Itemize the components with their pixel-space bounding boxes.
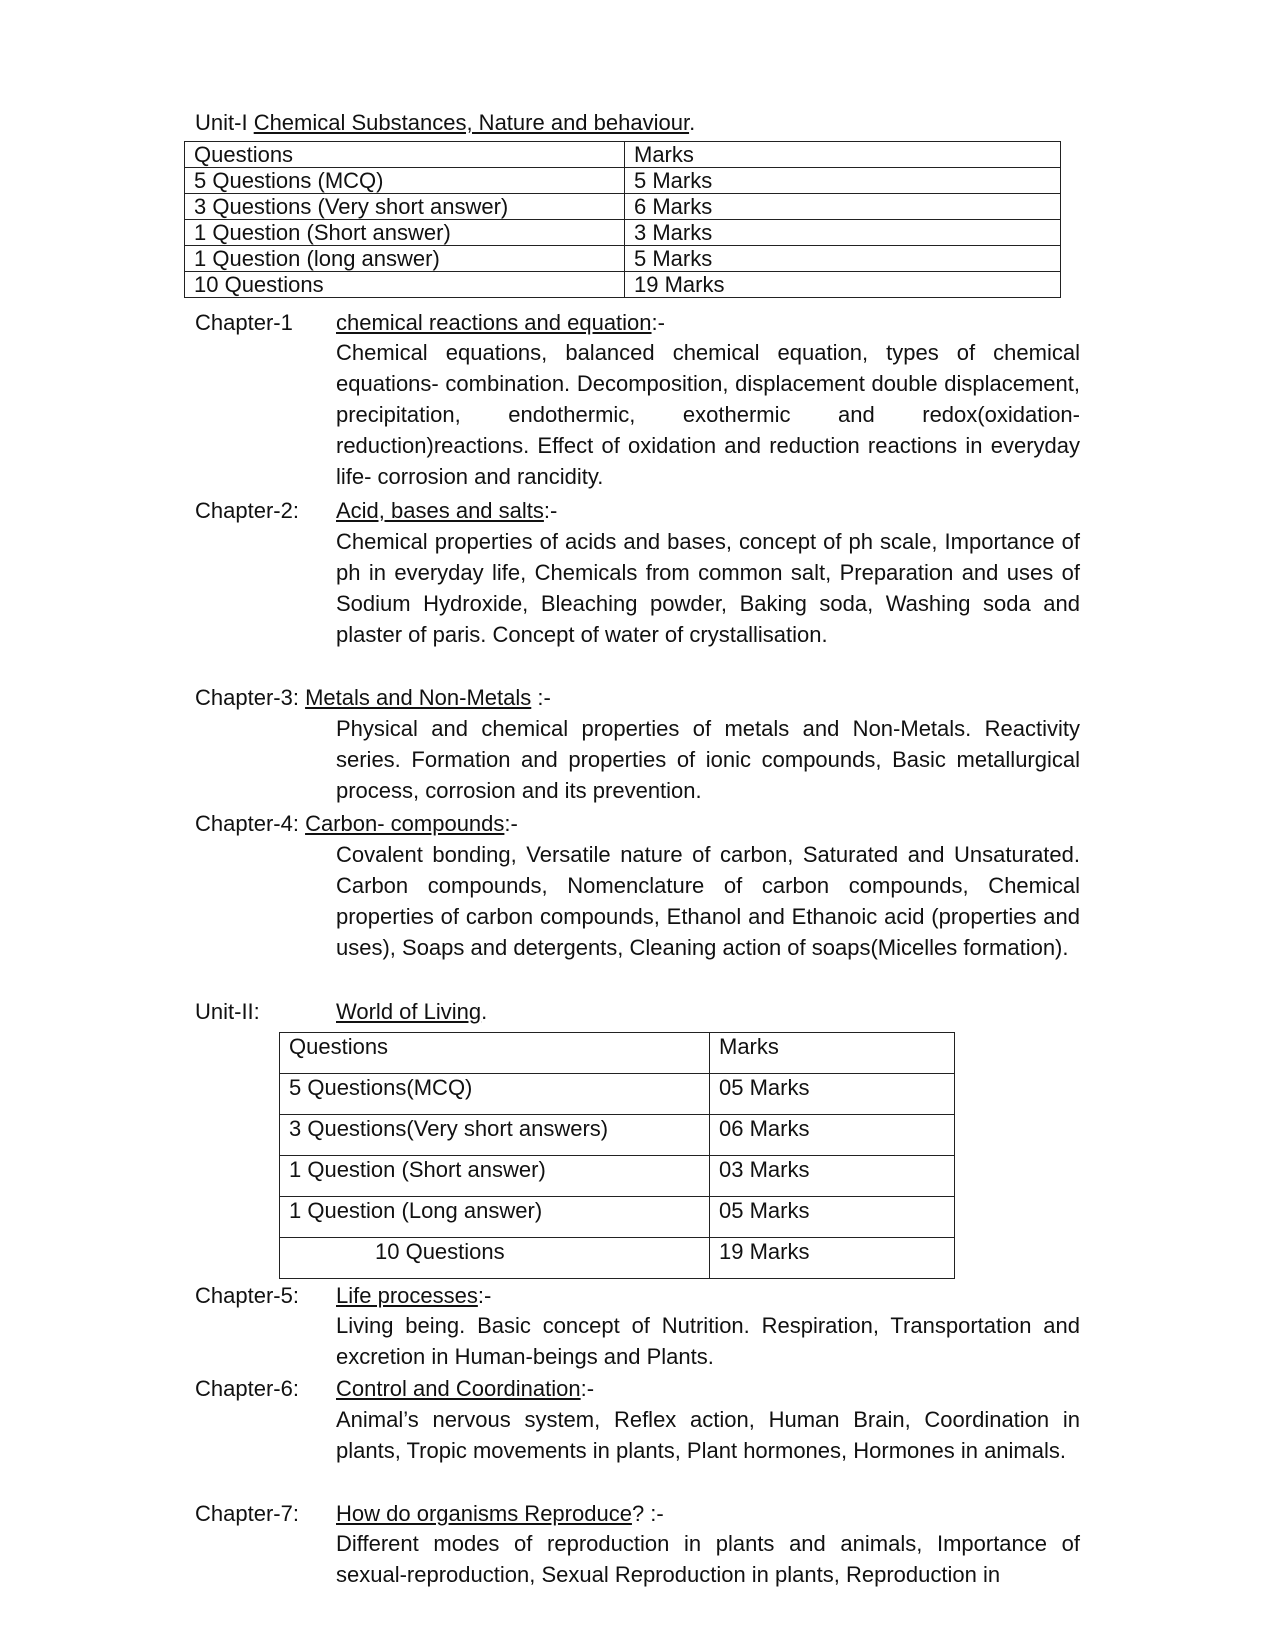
table-row — [185, 220, 1061, 246]
unit1-marks-table — [184, 141, 1061, 298]
chapter-6-heading — [336, 1376, 594, 1402]
chapter-3-heading — [195, 685, 551, 711]
chapter-4-label: Chapter-4: — [195, 811, 306, 836]
table-cell: 19 Marks — [710, 1238, 955, 1279]
table-cell: 10 Questions — [185, 272, 625, 298]
unit2-heading — [336, 999, 487, 1025]
table-cell: 1 Question (Long answer) — [280, 1197, 710, 1238]
chapter-5-heading — [336, 1283, 491, 1309]
table-cell: 3 Questions (Very short answer) — [185, 194, 625, 220]
chapter-1-title: chemical reactions and equation — [336, 310, 652, 335]
table-row — [280, 1238, 955, 1279]
chapter-7-label: Chapter-7: — [195, 1501, 299, 1526]
unit1-heading — [195, 110, 695, 136]
chapter-3-label: Chapter-3: — [195, 685, 306, 710]
chapter-6-suffix: :- — [580, 1376, 595, 1401]
table-row — [185, 246, 1061, 272]
chapter-1-description: Chemical equations, balanced chemical equation, types of chemical equations- combination. Decomposition, displacement double displacement, precipitation, endothermic, exothermic and redox(oxidation-reduction)reactions. Effect of oxidation and reduction reactions in everyday life- corrosion and rancidity. — [336, 340, 1080, 489]
unit2-label: Unit-II: — [195, 999, 260, 1024]
chapter-7-suffix: ? :- — [631, 1501, 664, 1526]
table-cell: 1 Question (Short answer) — [185, 220, 625, 246]
table-cell: 6 Marks — [625, 194, 1061, 220]
chapter-5-suffix: :- — [477, 1283, 492, 1308]
table-cell: 1 Question (Short answer) — [280, 1156, 710, 1197]
unit2-title: World of Living — [336, 999, 482, 1024]
unit2-suffix: . — [481, 999, 488, 1024]
table-cell: 3 Marks — [625, 220, 1061, 246]
chapter-5-title: Life processes — [336, 1283, 478, 1308]
table-row — [280, 1074, 955, 1115]
chapter-3-description: Physical and chemical properties of metals and Non-Metals. Reactivity series. Formation and properties of ionic compounds, Basic metallurgical process, corrosion and its prevention. — [336, 716, 1080, 803]
table-cell: 5 Questions (MCQ) — [185, 168, 625, 194]
table-cell: 06 Marks — [710, 1115, 955, 1156]
table-row — [280, 1115, 955, 1156]
table-cell: 5 Questions(MCQ) — [280, 1074, 710, 1115]
chapter-4-description: Covalent bonding, Versatile nature of carbon, Saturated and Unsaturated. Carbon compounds, Nomenclature of carbon compounds, Chemical properties of carbon compounds, Ethanol and Ethanoic acid (properties and uses), Soaps and detergents, Cleaning action of soaps(Micelles formation). — [336, 842, 1080, 960]
unit2-marks-table — [279, 1032, 955, 1279]
chapter-2-label: Chapter-2: — [195, 498, 299, 523]
chapter-1-heading — [336, 310, 665, 336]
table-header-cell: Questions — [185, 142, 625, 168]
unit1-prefix: Unit-I — [195, 110, 254, 135]
table-header-cell: Questions — [280, 1033, 710, 1074]
chapter-3-suffix: :- — [531, 685, 551, 710]
table-cell: 3 Questions(Very short answers) — [280, 1115, 710, 1156]
table-header-row — [280, 1033, 955, 1074]
unit1-suffix: . — [689, 110, 696, 135]
chapter-1-suffix: :- — [651, 310, 665, 335]
chapter-3-title: Metals and Non-Metals — [305, 685, 532, 710]
chapter-2-suffix: :- — [543, 498, 558, 523]
table-row — [185, 272, 1061, 298]
table-cell: 03 Marks — [710, 1156, 955, 1197]
table-cell: 10 Questions — [280, 1238, 710, 1279]
unit1-title: Chemical Substances, Nature and behaviour — [253, 110, 690, 135]
table-cell: 5 Marks — [625, 246, 1061, 272]
table-cell: 05 Marks — [710, 1074, 955, 1115]
chapter-6-description: Animal’s nervous system, Reflex action, Human Brain, Coordination in plants, Tropic movements in plants, Plant hormones, Hormones in animals. — [336, 1407, 1080, 1463]
chapter-5-label: Chapter-5: — [195, 1283, 299, 1308]
table-row — [185, 168, 1061, 194]
table-row — [280, 1156, 955, 1197]
table-row — [185, 194, 1061, 220]
table-cell: 05 Marks — [710, 1197, 955, 1238]
table-cell: 19 Marks — [625, 272, 1061, 298]
chapter-2-title: Acid, bases and salts — [336, 498, 544, 523]
chapter-6-title: Control and Coordination — [336, 1376, 581, 1401]
table-header-cell: Marks — [710, 1033, 955, 1074]
chapter-2-description: Chemical properties of acids and bases, concept of ph scale, Importance of ph in everyday life, Chemicals from common salt, Preparation and uses of Sodium Hydroxide, Bleaching powder, Baking soda, Washing soda and plaster of paris. Concept of water of crystallisation. — [336, 529, 1080, 647]
chapter-7-description: Different modes of reproduction in plants and animals, Importance of sexual-reproduction, Sexual Reproduction in plants, Reproduction in — [336, 1531, 1080, 1587]
chapter-6-label: Chapter-6: — [195, 1376, 299, 1401]
chapter-2-heading — [336, 498, 557, 524]
chapter-4-title: Carbon- compounds — [305, 811, 505, 836]
table-row — [280, 1197, 955, 1238]
chapter-1-label: Chapter-1 — [195, 310, 293, 335]
table-cell: 1 Question (long answer) — [185, 246, 625, 272]
chapter-7-heading — [336, 1501, 664, 1527]
chapter-4-suffix: :- — [504, 811, 518, 836]
chapter-7-title: How do organisms Reproduce — [336, 1501, 632, 1526]
chapter-5-description: Living being. Basic concept of Nutrition. Respiration, Transportation and excretion in Human-beings and Plants. — [336, 1313, 1080, 1369]
table-header-cell: Marks — [625, 142, 1061, 168]
table-cell: 5 Marks — [625, 168, 1061, 194]
table-header-row — [185, 142, 1061, 168]
chapter-4-heading — [195, 811, 518, 837]
